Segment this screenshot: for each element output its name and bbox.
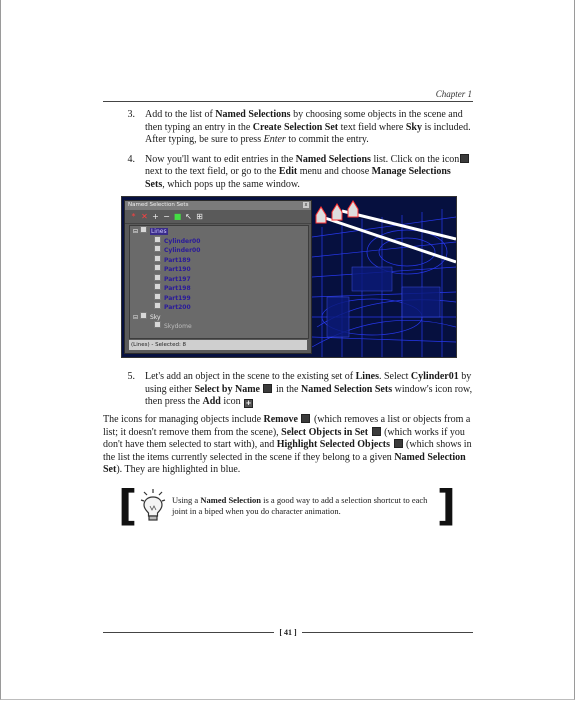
text-run: (which shows in the list the items currently selected in the scene if they belong to a given xyxy=(103,439,472,463)
text-run: Now you'll want to edit entries in the xyxy=(145,153,296,165)
highlight-selected-objects-button[interactable]: ⊞ xyxy=(196,212,203,221)
dialog-title: Named Selection Sets xyxy=(128,202,189,208)
tree-label: Skydome xyxy=(164,323,192,330)
text-run: menu and choose xyxy=(297,166,372,177)
text-run: text field where xyxy=(338,121,406,133)
tip-open-bracket: [ xyxy=(118,481,138,530)
header-rule xyxy=(103,101,473,102)
bold-term: Cylinder01 xyxy=(410,371,459,382)
close-button[interactable]: x xyxy=(304,202,308,208)
tree-item[interactable] xyxy=(130,274,308,284)
italic-term: Enter xyxy=(263,134,286,145)
set-icon xyxy=(140,312,147,319)
text-run: Using a xyxy=(172,495,201,505)
bold-term: Select Objects in Set xyxy=(281,426,369,438)
bold-term: Sky xyxy=(405,121,422,133)
object-icon xyxy=(154,293,161,300)
object-icon xyxy=(154,321,161,328)
text-run: next to the text field, or go to the xyxy=(145,166,279,177)
bold-term: Highlight Selected Objects xyxy=(276,439,391,450)
text-run: list. Click on the icon xyxy=(370,153,460,165)
footer-rule-left xyxy=(103,632,274,633)
tree-item[interactable] xyxy=(130,283,308,293)
dialog-toolbar xyxy=(125,210,311,224)
tree-item[interactable] xyxy=(130,236,308,246)
select-by-name-icon xyxy=(263,384,272,393)
select-objects-in-set-icon xyxy=(372,427,381,436)
text-run: to commit the entry. xyxy=(285,134,369,145)
text-run: Let's add an object in the scene to the existing set of xyxy=(145,371,356,382)
create-set-button[interactable]: * xyxy=(131,212,136,221)
text-run: Add to the list of xyxy=(145,109,216,120)
object-icon xyxy=(154,255,161,262)
add-button[interactable]: + xyxy=(152,212,159,221)
step-text xyxy=(145,371,473,409)
tree-label: Sky xyxy=(149,313,161,321)
tip-callout xyxy=(118,481,456,530)
text-run: by choosing some objects in the scene and then typing an entry in the xyxy=(145,109,463,133)
tree-item[interactable] xyxy=(130,264,308,274)
bold-term: Lines xyxy=(355,371,379,382)
named-selection-sets-dialog xyxy=(124,200,312,354)
tree-label: Part189 xyxy=(164,256,191,264)
bold-term: Select by Name xyxy=(194,383,260,395)
step-5 xyxy=(103,371,473,409)
tree-label: Cylinder00 xyxy=(164,237,201,245)
text-run: (which works if you don't have them selected to start with), and xyxy=(103,426,465,450)
text-run: icon xyxy=(220,396,241,407)
icons-paragraph xyxy=(103,414,475,477)
text-run: , which pops up the same window. xyxy=(162,178,300,190)
bold-term: Manage Selections Sets xyxy=(145,166,451,190)
highlight-selected-objects-icon xyxy=(394,439,403,448)
text-run: . Select xyxy=(378,371,411,382)
bold-term: Add xyxy=(202,396,221,407)
text-run: is a good way to add a selection shortcut to each joint in a biped when you do character animation. xyxy=(172,495,428,516)
object-icon xyxy=(154,245,161,252)
step-text xyxy=(145,154,473,192)
text-run: The icons for managing objects include xyxy=(103,414,264,425)
tree-label: Part199 xyxy=(164,294,191,302)
lightbulb-icon xyxy=(140,488,166,522)
tree-item[interactable] xyxy=(130,245,308,255)
bold-term: Remove xyxy=(263,414,298,425)
bold-term: Named Selections xyxy=(295,153,371,165)
bold-term: Named Selection Set xyxy=(103,451,466,475)
page-number: [ 41 ] xyxy=(279,627,297,637)
bold-term: Create Selection Set xyxy=(252,121,339,133)
dialog-title-bar xyxy=(125,201,311,210)
object-icon xyxy=(154,274,161,281)
dialog-status-bar: (Lines) - Selected: 8 xyxy=(129,340,307,350)
object-icon xyxy=(154,302,161,309)
tree-item[interactable] xyxy=(130,302,308,312)
chapter-label: Chapter 1 xyxy=(435,89,472,99)
text-run: is included. After typing, be sure to press xyxy=(145,121,471,145)
object-icon xyxy=(154,264,161,271)
tip-text xyxy=(172,495,440,517)
tree-group-sky[interactable] xyxy=(130,312,308,322)
tree-label: Part200 xyxy=(164,304,191,311)
remove-icon xyxy=(301,414,310,423)
bold-term: Named Selection xyxy=(200,495,262,505)
object-icon xyxy=(154,283,161,290)
collapse-icon[interactable]: ⊟ xyxy=(133,313,139,321)
selection-sets-tree[interactable] xyxy=(129,225,309,339)
tree-item[interactable] xyxy=(130,321,308,331)
object-icon xyxy=(154,236,161,243)
tree-item[interactable] xyxy=(130,255,308,265)
step-number: 5. xyxy=(127,371,135,382)
text-run: by using either xyxy=(145,371,472,395)
select-objects-in-set-button[interactable]: ■ xyxy=(173,212,182,221)
remove-button[interactable]: ✕ xyxy=(141,212,148,221)
tree-label: Part198 xyxy=(164,285,191,292)
tree-label: Part190 xyxy=(164,266,191,273)
subtract-button[interactable]: − xyxy=(163,212,170,221)
tree-group-lines[interactable] xyxy=(130,226,308,236)
manage-sets-icon xyxy=(460,154,469,163)
add-icon: + xyxy=(245,399,252,407)
text-run: in the xyxy=(273,383,301,395)
tree-label: Lines xyxy=(150,228,167,235)
set-icon xyxy=(140,226,147,233)
collapse-icon[interactable]: ⊟ xyxy=(133,228,139,235)
text-run: (which removes a list or objects from a list; it doesn't remove them from the scene), xyxy=(103,414,471,438)
text-run: window's icon row, then press the xyxy=(145,383,473,407)
step-4 xyxy=(103,154,473,192)
footer-rule-right xyxy=(302,632,473,633)
tree-label: Part197 xyxy=(164,275,191,283)
bold-term: Named Selections xyxy=(215,109,291,120)
tip-close-bracket: ] xyxy=(436,481,456,530)
steps-upper xyxy=(103,109,473,191)
bold-term: Edit xyxy=(278,166,298,177)
screenshot-figure xyxy=(121,196,457,358)
step-3 xyxy=(103,109,473,147)
step-number: 3. xyxy=(127,109,135,120)
steps-lower xyxy=(103,371,473,409)
tree-item[interactable] xyxy=(130,293,308,303)
step-text xyxy=(145,109,473,147)
bold-term: Named Selection Sets xyxy=(300,383,393,395)
text-run: ). They are highlighted in blue. xyxy=(116,464,241,475)
select-by-name-button[interactable]: ↖ xyxy=(185,212,192,221)
tree-label: Cylinder00 xyxy=(164,247,201,254)
page-footer xyxy=(103,625,473,639)
step-number: 4. xyxy=(127,153,135,165)
